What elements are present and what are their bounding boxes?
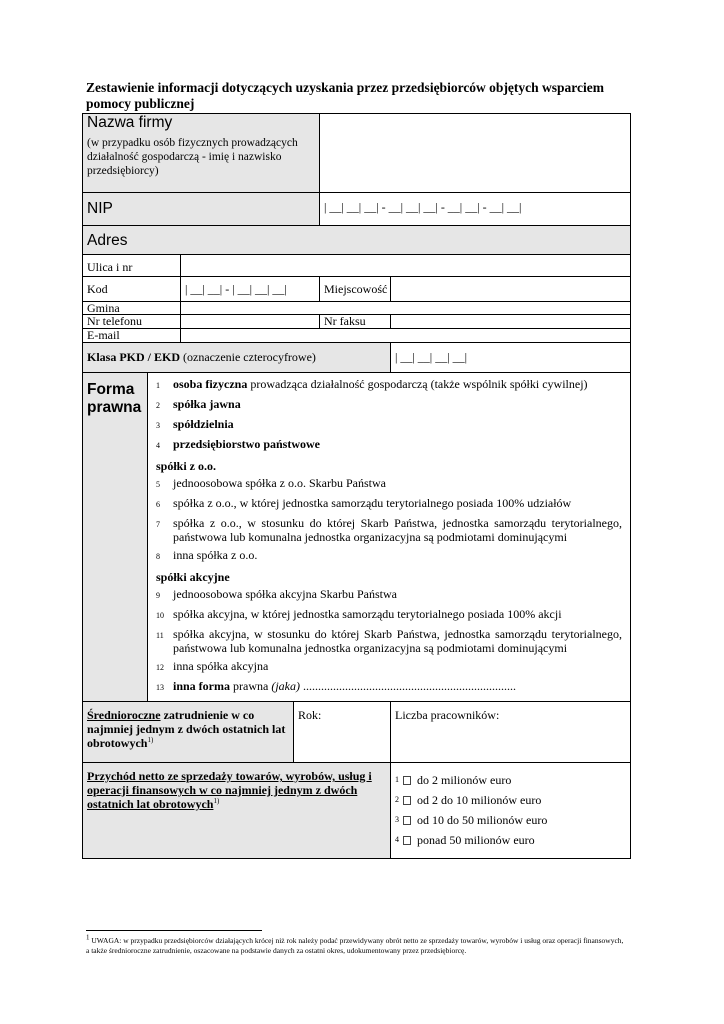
option-number: 6 [156, 500, 160, 509]
sa-section-header: spółki akcyjne [156, 570, 230, 584]
other-form-dots: ....................................................................... [299, 679, 516, 693]
legal-form-option-8[interactable] [156, 548, 622, 564]
revenue-label: Przychód netto ze sprzedaży towarów, wyrobów, usług i operacji finansowych w co najmniej jednym z dwóch ostatnich lat obrotowych [87, 769, 372, 811]
legal-form-option-3[interactable] [156, 417, 622, 433]
street-field[interactable] [181, 255, 631, 277]
option-number: 4 [156, 441, 160, 450]
legal-form-option-7[interactable] [156, 516, 622, 544]
nip-label-cell [83, 193, 320, 226]
pkd-digit-boxes: | __| __| __| __| [395, 350, 468, 364]
legal-form-option-11[interactable] [156, 627, 622, 655]
option-number: 12 [156, 663, 164, 672]
legal-form-option-6[interactable] [156, 496, 622, 512]
revenue-options [391, 763, 631, 859]
footnote-text: UWAGA: w przypadku przedsiębiorców działających krócej niż rok należy podać przewidywany obrót netto ze sprzedaży towarów, wyrobów i usług oraz operacji finansowych, a także średnioroczne zatrudnienie, oszacowane na podstawie danych za ostatni okres, udokumentowany przez przedsiębiorcę. [86, 936, 624, 955]
footnote-ref: 1) [147, 736, 154, 744]
pkd-label-note: (oznaczenie czterocyfrowe) [180, 350, 316, 364]
fax-label: Nr faksu [320, 315, 391, 329]
option-label: inna spółka z o.o. [173, 548, 258, 562]
zoo-section-header: spółki z o.o. [156, 459, 217, 473]
option-label: prowadząca działalność gospodarczą (także wspólnik spółki cywilnej) [247, 377, 588, 391]
checkbox-icon[interactable] [403, 796, 411, 805]
option-number: 7 [156, 520, 160, 529]
footnote-ref: 1) [213, 797, 220, 805]
legal-form-option-9[interactable] [156, 587, 622, 603]
option-number: 3 [395, 815, 399, 824]
legal-form-option-5[interactable] [156, 476, 622, 492]
option-label: jednoosobowa spółka akcyjna Skarbu Państwa [173, 587, 397, 601]
company-name-label-cell [83, 114, 320, 193]
commune-label: Gmina [83, 302, 181, 315]
option-label-bold: spółka jawna [173, 397, 241, 411]
footnote-number: 1 [86, 933, 90, 942]
commune-field[interactable] [181, 302, 631, 315]
option-label-bold: inna forma [173, 679, 230, 693]
option-label: od 10 do 50 milionów euro [417, 813, 548, 827]
company-name-field[interactable] [320, 114, 631, 193]
pkd-field[interactable] [391, 343, 631, 373]
legal-form-option-13[interactable] [156, 679, 622, 695]
option-number: 9 [156, 591, 160, 600]
option-label: spółka z o.o., w stosunku do której Skarb Państwa, jednostka samorządu terytorialnego, państwowa lub komunalna jednostka organizacyjna są podmiotami dominującymi [173, 516, 622, 544]
option-number: 3 [156, 421, 160, 430]
checkbox-icon[interactable] [403, 836, 411, 845]
option-label: spółka z o.o., w której jednostka samorządu terytorialnego posiada 100% udziałów [173, 496, 572, 510]
phone-field[interactable] [181, 315, 320, 329]
option-number: 4 [395, 835, 399, 844]
company-info-form [82, 113, 631, 859]
option-number: 1 [156, 381, 160, 390]
option-number: 8 [156, 552, 160, 561]
employment-label-cell [83, 702, 294, 763]
revenue-option-1[interactable] [395, 773, 626, 787]
option-number: 1 [395, 775, 399, 784]
option-number: 10 [156, 611, 164, 620]
option-number: 2 [395, 795, 399, 804]
option-label: spółka akcyjna, w stosunku do której Skarb Państwa, jednostka samorządu terytorialnego, państwowa lub komunalna jednostka organizacyjna są podmiotami dominującymi [173, 627, 622, 655]
checkbox-icon[interactable] [403, 776, 411, 785]
option-number: 5 [156, 480, 160, 489]
option-label: do 2 milionów euro [417, 773, 512, 787]
option-label: prawna [230, 679, 272, 693]
page-title: Zestawienie informacji dotyczących uzyskania przez przedsiębiorców objętych wsparciem pomocy publicznej [86, 80, 605, 111]
nip-field[interactable] [320, 193, 631, 226]
nip-digit-boxes: | __| __| __| - __| __| __| - __| __| - __| __| [324, 200, 522, 214]
option-label: ponad 50 milionów euro [417, 833, 535, 847]
option-number: 2 [156, 401, 160, 410]
footnote-divider [86, 930, 262, 931]
city-field[interactable] [391, 277, 631, 302]
legal-form-option-2[interactable] [156, 397, 622, 413]
revenue-option-2[interactable] [395, 793, 626, 807]
option-label-bold: przedsiębiorstwo państwowe [173, 437, 320, 451]
phone-label: Nr telefonu [83, 315, 181, 329]
legal-form-option-4[interactable] [156, 437, 622, 453]
email-field[interactable] [181, 329, 631, 343]
postcode-field[interactable] [181, 277, 320, 302]
employment-label-underlined: Średnioroczne [87, 708, 161, 722]
option-number: 13 [156, 683, 164, 692]
city-label: Miejscowość [320, 277, 391, 302]
nip-label: NIP [87, 200, 113, 217]
option-label: od 2 do 10 milionów euro [417, 793, 542, 807]
employees-label: Liczba pracowników: [395, 708, 500, 722]
option-label-italic: (jaka) [271, 679, 300, 693]
street-label: Ulica i nr [83, 255, 181, 277]
legal-form-options [148, 373, 631, 702]
postcode-label: Kod [83, 277, 181, 302]
fax-field[interactable] [391, 315, 631, 329]
year-field[interactable] [294, 702, 391, 763]
address-header [83, 226, 631, 255]
company-name-label: Nazwa firmy [87, 114, 173, 131]
revenue-option-4[interactable] [395, 833, 626, 847]
option-label: inna spółka akcyjna [173, 659, 269, 673]
email-label: E-mail [83, 329, 181, 343]
legal-form-option-12[interactable] [156, 659, 622, 675]
option-label: jednoosobowa spółka z o.o. Skarbu Państwa [173, 476, 386, 490]
year-label: Rok: [298, 708, 322, 722]
employees-field[interactable] [391, 702, 631, 763]
legal-form-option-1[interactable] [156, 377, 622, 393]
legal-form-label-cell [83, 373, 148, 702]
company-name-note: (w przypadku osób fizycznych prowadzących działalność gospodarczą - imię i nazwisko przedsiębiorcy) [87, 137, 298, 177]
legal-form-option-10[interactable] [156, 607, 622, 623]
address-label: Adres [87, 232, 128, 249]
checkbox-icon[interactable] [403, 816, 411, 825]
postcode-digit-boxes: | __| __| - | __| __| __| [185, 282, 287, 296]
employment-label: zatrudnienie w co najmniej jednym z dwóch ostatnich lat obrotowych [87, 708, 286, 750]
pkd-label-cell [83, 343, 391, 373]
option-number: 11 [156, 631, 164, 640]
revenue-option-3[interactable] [395, 813, 626, 827]
option-label-bold: spółdzielnia [173, 417, 234, 431]
legal-form-list [152, 373, 626, 701]
legal-form-label-line2: prawna [87, 399, 142, 416]
option-label-bold: osoba fizyczna [173, 377, 248, 391]
pkd-label: Klasa PKD / EKD [87, 350, 181, 364]
option-label: spółka akcyjna, w której jednostka samorządu terytorialnego posiada 100% akcji [173, 607, 562, 621]
legal-form-label-line1: Forma [87, 381, 135, 398]
footnote [86, 933, 626, 956]
revenue-label-cell [83, 763, 391, 859]
